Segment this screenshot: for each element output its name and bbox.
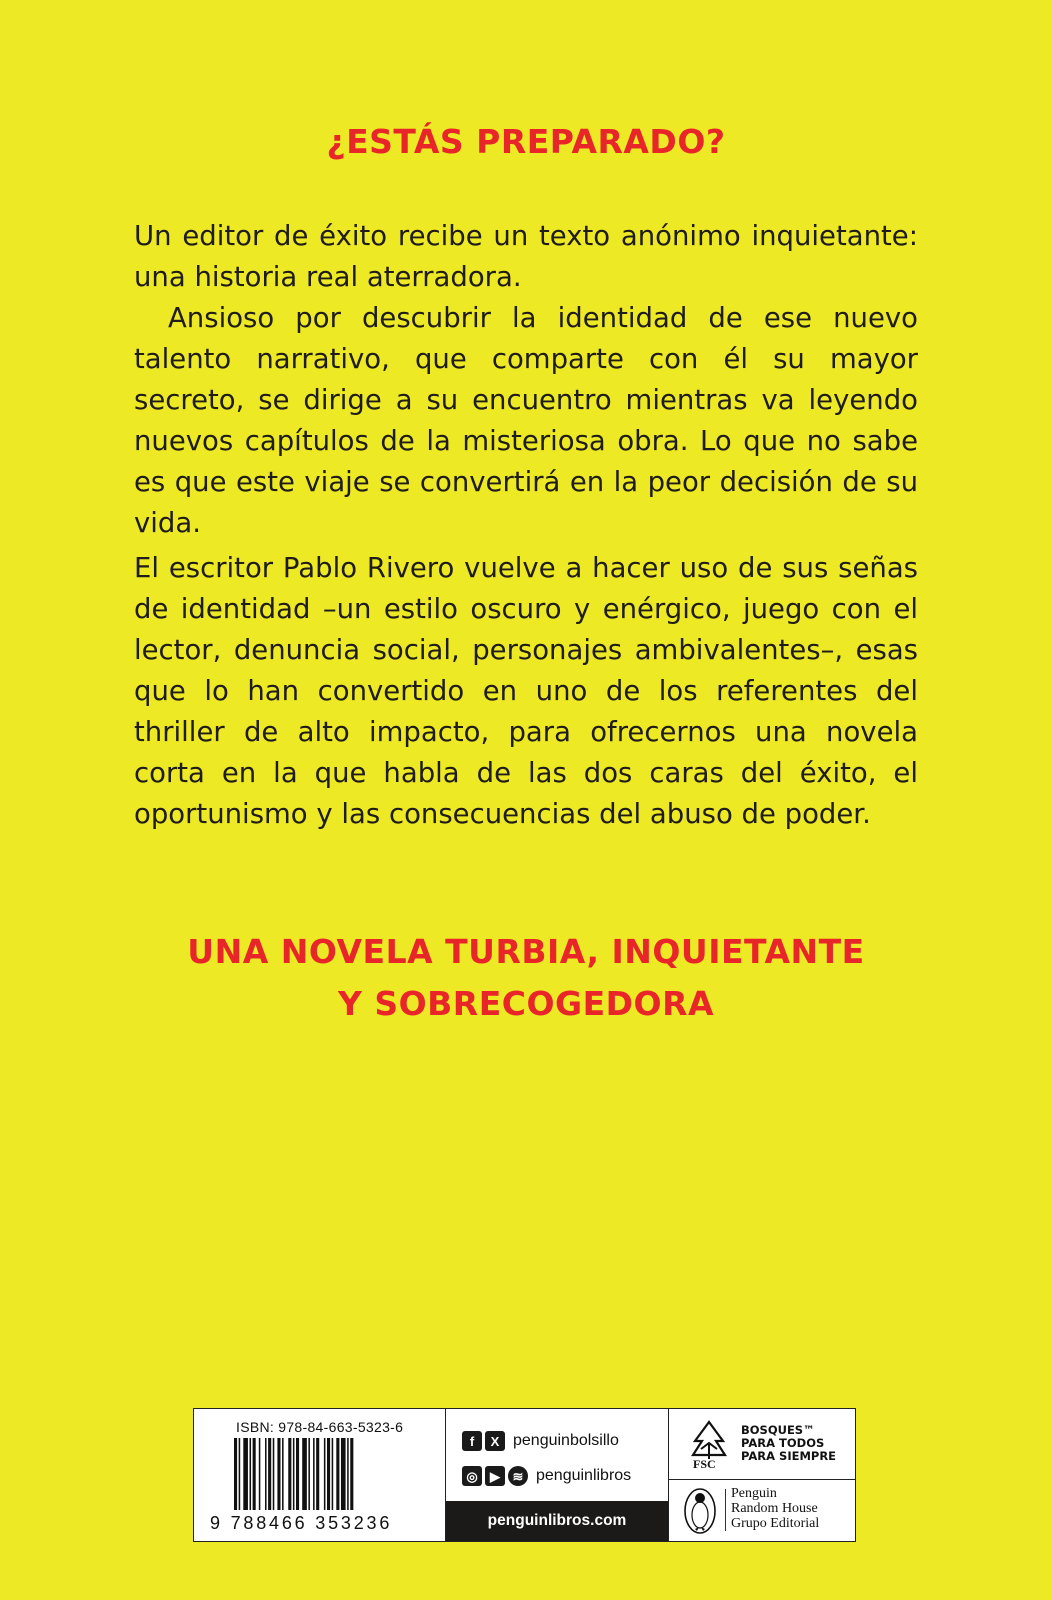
publisher-line-3: Grupo Editorial bbox=[731, 1516, 820, 1531]
barcode bbox=[234, 1438, 410, 1510]
publisher-name bbox=[731, 1486, 819, 1531]
instagram-icon[interactable]: ◎ bbox=[462, 1466, 482, 1486]
legal-box bbox=[193, 1408, 856, 1542]
fsc-slogan bbox=[741, 1424, 836, 1463]
social-handle-1[interactable]: penguinbolsillo bbox=[513, 1432, 619, 1449]
publisher-line-1: Penguin bbox=[731, 1486, 777, 1501]
social-row-1 bbox=[462, 1431, 619, 1451]
publisher-logo bbox=[669, 1479, 855, 1543]
blurb-paragraph-1: Un editor de éxito recibe un texto anónimo inquietante: una historia real aterradora. bbox=[134, 220, 918, 293]
website-link[interactable]: penguinlibros.com bbox=[446, 1501, 668, 1541]
blurb-paragraph-3: El escritor Pablo Rivero vuelve a hacer uso de sus señas de identidad –un estilo oscuro y enérgico, juego con el lector, denuncia social, personajes ambivalentes–, esas que lo han convertido en uno de los referentes del thriller de alto impacto, para ofrecernos una novela corta en la que habla de las dos caras del éxito, el oportunismo y las consecuencias del abuso de poder. bbox=[134, 552, 918, 830]
tagline-line-1: UNA NOVELA TURBIA, INQUIETANTE bbox=[187, 932, 865, 971]
fsc-logo bbox=[669, 1409, 855, 1480]
isbn: ISBN: 978-84-663-5323-6 bbox=[236, 1419, 404, 1435]
social-section bbox=[446, 1409, 669, 1541]
fsc-slogan-line-2: PARA TODOS bbox=[741, 1436, 825, 1450]
blurb-paragraph-2: Ansioso por descubrir la identidad de ese nuevo talento narrativo, que comparte con él su mayor secreto, se dirige a su encuentro mientras va leyendo nuevos capítulos de la misteriosa obra. Lo que no sabe es que este viaje se convertirá en la peor decisión de su vida. bbox=[134, 302, 918, 539]
logos-section bbox=[669, 1409, 855, 1541]
social-handle-2[interactable]: penguinlibros bbox=[536, 1467, 632, 1484]
cover-heading: ¿ESTÁS PREPARADO? bbox=[326, 122, 726, 161]
publisher-divider bbox=[725, 1489, 726, 1531]
youtube-icon[interactable]: ▶ bbox=[485, 1466, 505, 1486]
fsc-slogan-line-3: PARA SIEMPRE bbox=[741, 1449, 837, 1463]
social-row-2 bbox=[462, 1466, 631, 1486]
fsc-label: FSC bbox=[693, 1457, 716, 1471]
penguin-icon bbox=[683, 1485, 717, 1535]
barcode-section bbox=[194, 1409, 446, 1541]
ean-number: 9 788466 353236 bbox=[210, 1513, 393, 1533]
x-icon[interactable]: X bbox=[485, 1431, 505, 1451]
spotify-icon[interactable]: ≋ bbox=[508, 1466, 528, 1486]
publisher-line-2: Random House bbox=[731, 1501, 818, 1516]
tagline bbox=[0, 926, 1052, 1030]
fsc-slogan-line-1: BOSQUES™ bbox=[741, 1423, 815, 1437]
tagline-line-2: Y SOBRECOGEDORA bbox=[337, 984, 715, 1023]
facebook-icon[interactable]: f bbox=[462, 1431, 482, 1451]
